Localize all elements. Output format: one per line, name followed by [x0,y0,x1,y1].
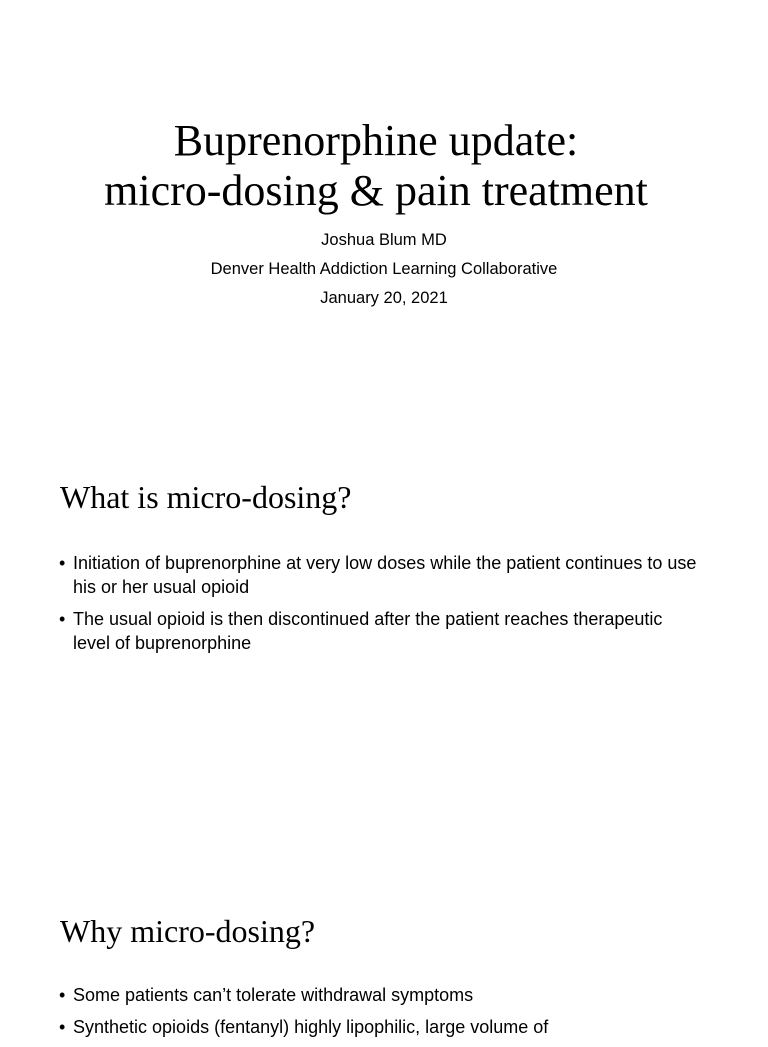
organization-name: Denver Health Addiction Learning Collaborative [210,260,558,278]
bullet-text: The usual opioid is then discontinued after the patient reaches therapeutic level of buprenorphine [73,609,663,653]
title-line-2: micro-dosing & pain treatment [104,166,648,215]
list-item [59,983,699,1007]
bullet-icon: • [59,553,66,573]
list-item [59,607,699,655]
title-slide [0,0,768,432]
presentation-title [0,116,752,216]
list-item [59,1015,699,1039]
why-micro-dosing-slide [0,864,768,1037]
slide-title: Why micro-dosing? [60,913,316,949]
presentation-date: January 20, 2021 [320,289,448,307]
bullet-icon: • [59,1017,66,1037]
author-name: Joshua Blum MD [321,231,447,249]
bullet-text: Initiation of buprenorphine at very low doses while the patient continues to use his or her usual opioid [73,553,697,597]
bullet-text: Some patients can’t tolerate withdrawal symptoms [73,985,474,1005]
bullet-text: Synthetic opioids (fentanyl) highly lipophilic, large volume of [73,1017,549,1037]
bullet-icon: • [59,985,66,1005]
bullet-list [59,551,699,663]
what-is-micro-dosing-slide [0,432,768,864]
slide-title: What is micro-dosing? [60,479,352,515]
bullet-list [59,983,699,1047]
title-line-1: Buprenorphine update: [173,116,579,165]
list-item [59,551,699,599]
bullet-icon: • [59,609,66,629]
